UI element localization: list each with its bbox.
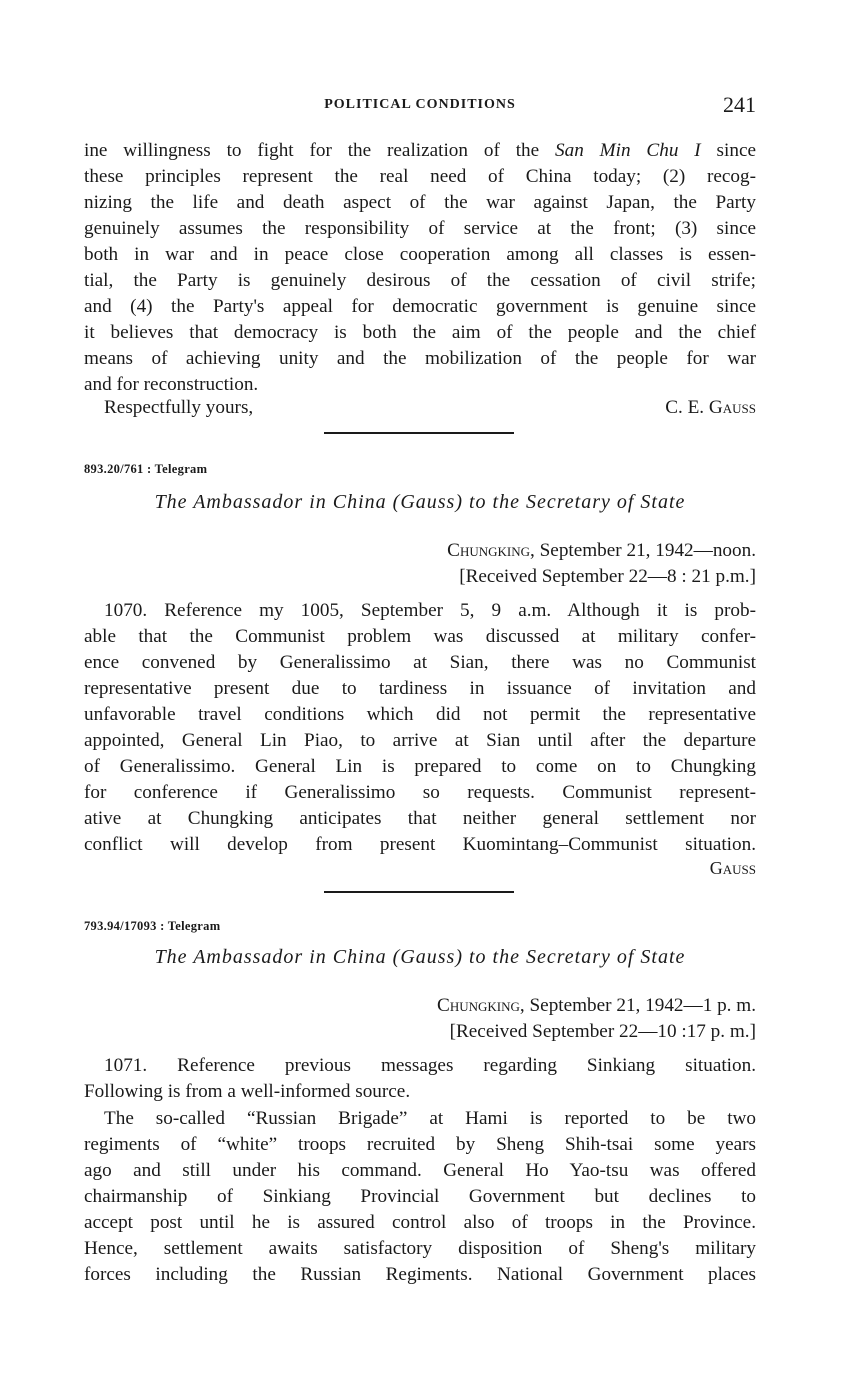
text-line: regiments of “white” troops recruited by Sheng Shih-tsai some years — [84, 1134, 756, 1155]
signature: Gauss — [709, 858, 756, 878]
text-line: ence convened by Generalissimo at Sian, there was no Communist — [84, 652, 756, 673]
telegram-body — [84, 1106, 756, 1288]
text-line: conflict will develop from present Kuomintang–Communist situation. — [84, 834, 756, 855]
date-received: [Received September 22—8 : 21 p.m.] — [459, 566, 756, 587]
text-line: and (4) the Party's appeal for democratic government is genuine since — [84, 296, 756, 317]
text-line: 1071. Reference previous messages regarding Sinkiang situation. — [104, 1055, 756, 1076]
dateline — [437, 993, 756, 1045]
text-line: it believes that democracy is both the aim of the people and the chief — [84, 322, 756, 343]
text-line: Hence, settlement awaits satisfactory disposition of Sheng's military — [84, 1238, 756, 1259]
page-number: 241 — [723, 92, 756, 117]
text-line: of Generalissimo. General Lin is prepared to come on to Chungking — [84, 756, 756, 777]
text-line: for conference if Generalissimo so requests. Communist represent- — [84, 782, 756, 803]
text-line: these principles represent the real need of China today; (2) recog- — [84, 166, 756, 187]
text-line: ative at Chungking anticipates that neither general settlement nor — [84, 808, 756, 829]
text-line: unfavorable travel conditions which did not permit the representative — [84, 704, 756, 725]
text-line: means of achieving unity and the mobilization of the people for war — [84, 348, 756, 369]
text-line: The so-called “Russian Brigade” at Hami is reported to be two — [104, 1108, 756, 1129]
file-number: 793.94/17093 : Telegram — [84, 919, 221, 933]
date-text: , September 21, 1942—noon. — [530, 540, 756, 561]
text-line: genuinely assumes the responsibility of service at the front; (3) since — [84, 218, 756, 239]
running-head: POLITICAL CONDITIONS — [324, 97, 516, 112]
section-divider — [324, 891, 514, 893]
text-line: both in war and in peace close cooperation among all classes is essen- — [84, 244, 756, 265]
text-line: and for reconstruction. — [84, 374, 259, 395]
closing-text: Respectfully yours, — [104, 397, 254, 418]
letter-signoff — [84, 397, 756, 423]
date-text: , September 21, 1942—1 p. m. — [519, 995, 756, 1016]
text-line: accept post until he is assured control also of troops in the Province. — [84, 1212, 756, 1233]
text-line: chairmanship of Sinkiang Provincial Government but declines to — [84, 1186, 756, 1207]
text-line: tial, the Party is genuinely desirous of the cessation of civil strife; — [84, 270, 756, 291]
text-line: nizing the life and death aspect of the war against Japan, the Party — [84, 192, 756, 213]
text-line: able that the Communist problem was discussed at military confer- — [84, 626, 756, 647]
date-received: [Received September 22—10 :17 p. m.] — [449, 1021, 756, 1042]
text-line: appointed, General Lin Piao, to arrive at Sian until after the departure — [84, 730, 756, 751]
document-title: The Ambassador in China (Gauss) to the Secretary of State — [154, 491, 686, 513]
text-line: forces including the Russian Regiments. National Government places — [84, 1264, 756, 1285]
telegram-body — [84, 598, 756, 858]
file-number: 893.20/761 : Telegram — [84, 462, 208, 476]
page-header — [84, 92, 756, 122]
text-line: Following is from a well-informed source. — [84, 1081, 411, 1102]
italic-phrase: San Min Chu I — [555, 140, 701, 161]
text-line: ine willingness to fight for the realization of the San Min Chu I since — [84, 140, 756, 161]
date-sent — [447, 538, 756, 564]
signature: C. E. Gauss — [665, 397, 756, 418]
text-line: 1070. Reference my 1005, September 5, 9 a.m. Although it is prob- — [104, 600, 756, 621]
place-name: Chungking — [447, 540, 531, 561]
telegram-body — [84, 1053, 756, 1105]
document-title: The Ambassador in China (Gauss) to the Secretary of State — [154, 946, 686, 968]
section-divider — [324, 432, 514, 434]
dateline — [447, 538, 756, 590]
letter-end-paragraph — [84, 138, 756, 398]
place-name: Chungking — [437, 995, 520, 1016]
text-line: representative present due to tardiness in issuance of invitation and — [84, 678, 756, 699]
date-sent — [437, 993, 756, 1019]
text-line: ago and still under his command. General Ho Yao-tsu was offered — [84, 1160, 756, 1181]
